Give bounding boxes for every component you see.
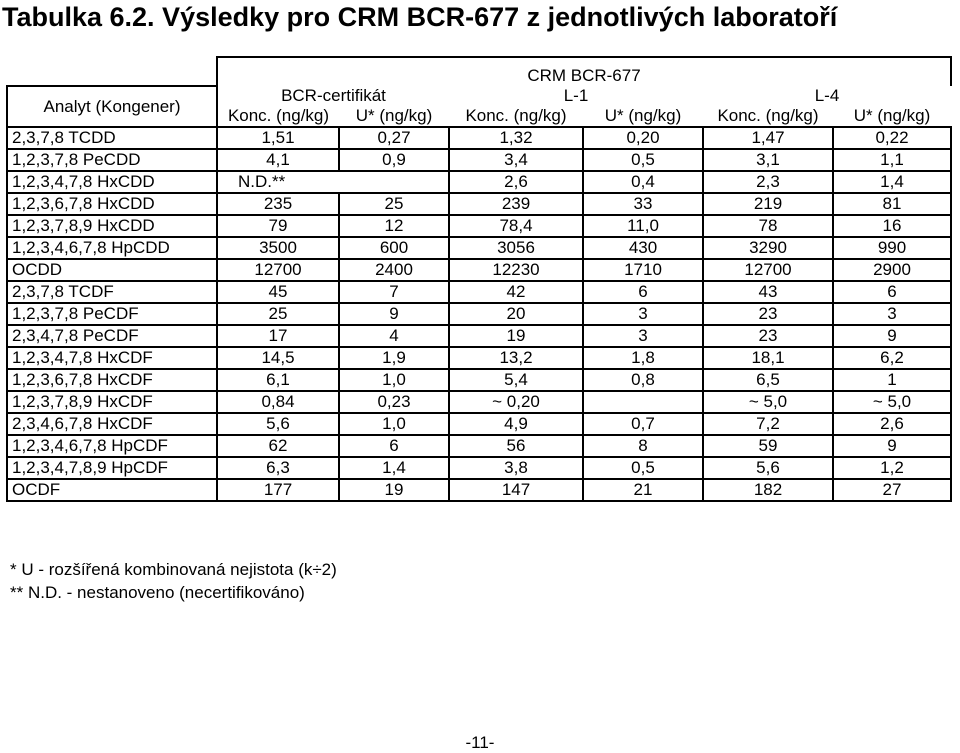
value-cell: 239: [449, 193, 583, 215]
value-cell: 0,5: [583, 457, 703, 479]
group-header: L-4: [814, 86, 840, 105]
value-cell: 1,9: [339, 347, 449, 369]
value-cell: 1,47: [703, 127, 833, 149]
value-cell: 12230: [449, 259, 583, 281]
value-cell: 19: [339, 479, 449, 501]
value-cell: 25: [339, 193, 449, 215]
value-cell: 33: [583, 193, 703, 215]
table-row: [7, 127, 951, 149]
value-cell: 14,5: [217, 347, 339, 369]
table-row: [7, 347, 951, 369]
value-cell: 2900: [833, 259, 951, 281]
value-cell: 0,7: [583, 413, 703, 435]
value-cell: 7: [339, 281, 449, 303]
value-cell: 81: [833, 193, 951, 215]
results-table: [6, 56, 952, 502]
value-cell: [583, 391, 703, 413]
value-cell: ~ 5,0: [833, 391, 951, 413]
analyte-name: 1,2,3,4,7,8,9 HpCDF: [7, 457, 217, 479]
value-cell: 0,27: [339, 127, 449, 149]
table-row: [7, 215, 951, 237]
value-cell: 1,32: [449, 127, 583, 149]
table-row: [7, 435, 951, 457]
value-cell: 8: [583, 435, 703, 457]
value-cell: 19: [449, 325, 583, 347]
value-cell: ~ 5,0: [703, 391, 833, 413]
value-cell: 430: [583, 237, 703, 259]
analyte-name: 1,2,3,4,7,8 HxCDD: [7, 171, 217, 193]
analyte-name: 1,2,3,4,7,8 HxCDF: [7, 347, 217, 369]
value-cell: 5,6: [703, 457, 833, 479]
analyte-name: 1,2,3,7,8,9 HxCDF: [7, 391, 217, 413]
value-cell: 1710: [583, 259, 703, 281]
value-cell: 9: [833, 435, 951, 457]
unit-header: U* (ng/kg): [583, 106, 703, 127]
value-cell: 3,1: [703, 149, 833, 171]
table-row: [7, 325, 951, 347]
value-cell: 9: [833, 325, 951, 347]
value-cell: 1,2: [833, 457, 951, 479]
value-cell: 1,0: [339, 369, 449, 391]
analyte-name: 1,2,3,7,8,9 HxCDD: [7, 215, 217, 237]
table-row: [7, 281, 951, 303]
unit-header: Konc. (ng/kg): [703, 106, 833, 127]
value-cell: 147: [449, 479, 583, 501]
unit-header: U* (ng/kg): [833, 106, 951, 127]
value-cell: 27: [833, 479, 951, 501]
value-cell: 990: [833, 237, 951, 259]
analyte-name: 2,3,7,8 TCDD: [7, 127, 217, 149]
value-cell: 6,1: [217, 369, 339, 391]
value-cell: 6: [833, 281, 951, 303]
value-cell: 3,8: [449, 457, 583, 479]
value-cell: 219: [703, 193, 833, 215]
value-cell: 1,51: [217, 127, 339, 149]
value-cell: 9: [339, 303, 449, 325]
value-cell: 3: [583, 303, 703, 325]
value-cell: 0,84: [217, 391, 339, 413]
value-cell: 3: [583, 325, 703, 347]
value-cell: 182: [703, 479, 833, 501]
table-row: [7, 193, 951, 215]
value-cell: 600: [339, 237, 449, 259]
header-row-groups: [7, 86, 951, 106]
analyte-name: 1,2,3,7,8 PeCDF: [7, 303, 217, 325]
value-cell: 12: [339, 215, 449, 237]
value-cell: 56: [449, 435, 583, 457]
footnote-nd: ** N.D. - nestanoveno (necertifikováno): [10, 583, 305, 602]
value-cell: 17: [217, 325, 339, 347]
value-cell: 78: [703, 215, 833, 237]
value-cell: 0,23: [339, 391, 449, 413]
value-cell: 0,8: [583, 369, 703, 391]
crm-header: CRM BCR-677: [217, 57, 951, 86]
value-cell: 12700: [217, 259, 339, 281]
analyte-name: 1,2,3,7,8 PeCDD: [7, 149, 217, 171]
analyte-name: 1,2,3,6,7,8 HxCDF: [7, 369, 217, 391]
unit-header: U* (ng/kg): [339, 106, 449, 127]
value-cell: 3,4: [449, 149, 583, 171]
value-cell: 2,6: [449, 171, 583, 193]
value-cell: 1: [833, 369, 951, 391]
value-cell: 4: [339, 325, 449, 347]
value-cell: 6: [583, 281, 703, 303]
value-cell: 235: [217, 193, 339, 215]
table-row: [7, 303, 951, 325]
table-row: [7, 413, 951, 435]
footnotes: [10, 558, 337, 604]
value-cell: 79: [217, 215, 339, 237]
table-row: [7, 369, 951, 391]
analyte-name: 2,3,7,8 TCDF: [7, 281, 217, 303]
value-cell: 16: [833, 215, 951, 237]
nd-cell: N.D.**: [217, 171, 449, 193]
value-cell: 23: [703, 303, 833, 325]
table-row: [7, 149, 951, 171]
analyte-header: Analyt (Kongener): [7, 86, 217, 127]
value-cell: 2,6: [833, 413, 951, 435]
value-cell: 4,9: [449, 413, 583, 435]
analyte-name: OCDD: [7, 259, 217, 281]
value-cell: 25: [217, 303, 339, 325]
value-cell: 1,4: [833, 171, 951, 193]
value-cell: 3: [833, 303, 951, 325]
value-cell: 6,2: [833, 347, 951, 369]
value-cell: 1,8: [583, 347, 703, 369]
value-cell: 3500: [217, 237, 339, 259]
value-cell: 0,5: [583, 149, 703, 171]
value-cell: 7,2: [703, 413, 833, 435]
value-cell: 2,3: [703, 171, 833, 193]
table-row: [7, 171, 951, 193]
value-cell: 3290: [703, 237, 833, 259]
value-cell: 3056: [449, 237, 583, 259]
value-cell: 45: [217, 281, 339, 303]
footnote-uncertainty: * U - rozšířená kombinovaná nejistota (k÷2): [10, 560, 337, 579]
value-cell: 12700: [703, 259, 833, 281]
table-row: [7, 479, 951, 501]
value-cell: 20: [449, 303, 583, 325]
value-cell: 177: [217, 479, 339, 501]
analyte-name: 1,2,3,4,6,7,8 HpCDD: [7, 237, 217, 259]
value-cell: 2400: [339, 259, 449, 281]
unit-header: Konc. (ng/kg): [449, 106, 583, 127]
value-cell: 0,4: [583, 171, 703, 193]
page-title: Tabulka 6.2. Výsledky pro CRM BCR-677 z jednotlivých laboratoří: [2, 2, 838, 32]
unit-header: Konc. (ng/kg): [217, 106, 339, 127]
value-cell: 18,1: [703, 347, 833, 369]
value-cell: 1,0: [339, 413, 449, 435]
value-cell: 6: [339, 435, 449, 457]
table-row: [7, 237, 951, 259]
group-header: BCR-certifikát: [281, 86, 386, 105]
value-cell: 59: [703, 435, 833, 457]
value-cell: 6,3: [217, 457, 339, 479]
value-cell: 0,20: [583, 127, 703, 149]
analyte-name: 2,3,4,6,7,8 HxCDF: [7, 413, 217, 435]
analyte-name: 1,2,3,6,7,8 HxCDD: [7, 193, 217, 215]
value-cell: 5,6: [217, 413, 339, 435]
value-cell: 4,1: [217, 149, 339, 171]
table-row: [7, 391, 951, 413]
value-cell: 21: [583, 479, 703, 501]
value-cell: 1,4: [339, 457, 449, 479]
value-cell: 62: [217, 435, 339, 457]
table-row: [7, 457, 951, 479]
analyte-name: 2,3,4,7,8 PeCDF: [7, 325, 217, 347]
header-blank: [7, 57, 217, 86]
analyte-name: OCDF: [7, 479, 217, 501]
group-header: L-1: [563, 86, 589, 105]
page-number: -11-: [465, 733, 495, 752]
value-cell: 5,4: [449, 369, 583, 391]
value-cell: 43: [703, 281, 833, 303]
value-cell: 0,9: [339, 149, 449, 171]
value-cell: 0,22: [833, 127, 951, 149]
value-cell: 11,0: [583, 215, 703, 237]
analyte-name: 1,2,3,4,6,7,8 HpCDF: [7, 435, 217, 457]
value-cell: 42: [449, 281, 583, 303]
value-cell: 6,5: [703, 369, 833, 391]
value-cell: 13,2: [449, 347, 583, 369]
value-cell: 1,1: [833, 149, 951, 171]
value-cell: 23: [703, 325, 833, 347]
header-row-crm: [7, 57, 951, 86]
value-cell: 78,4: [449, 215, 583, 237]
table-row: [7, 259, 951, 281]
value-cell: ~ 0,20: [449, 391, 583, 413]
